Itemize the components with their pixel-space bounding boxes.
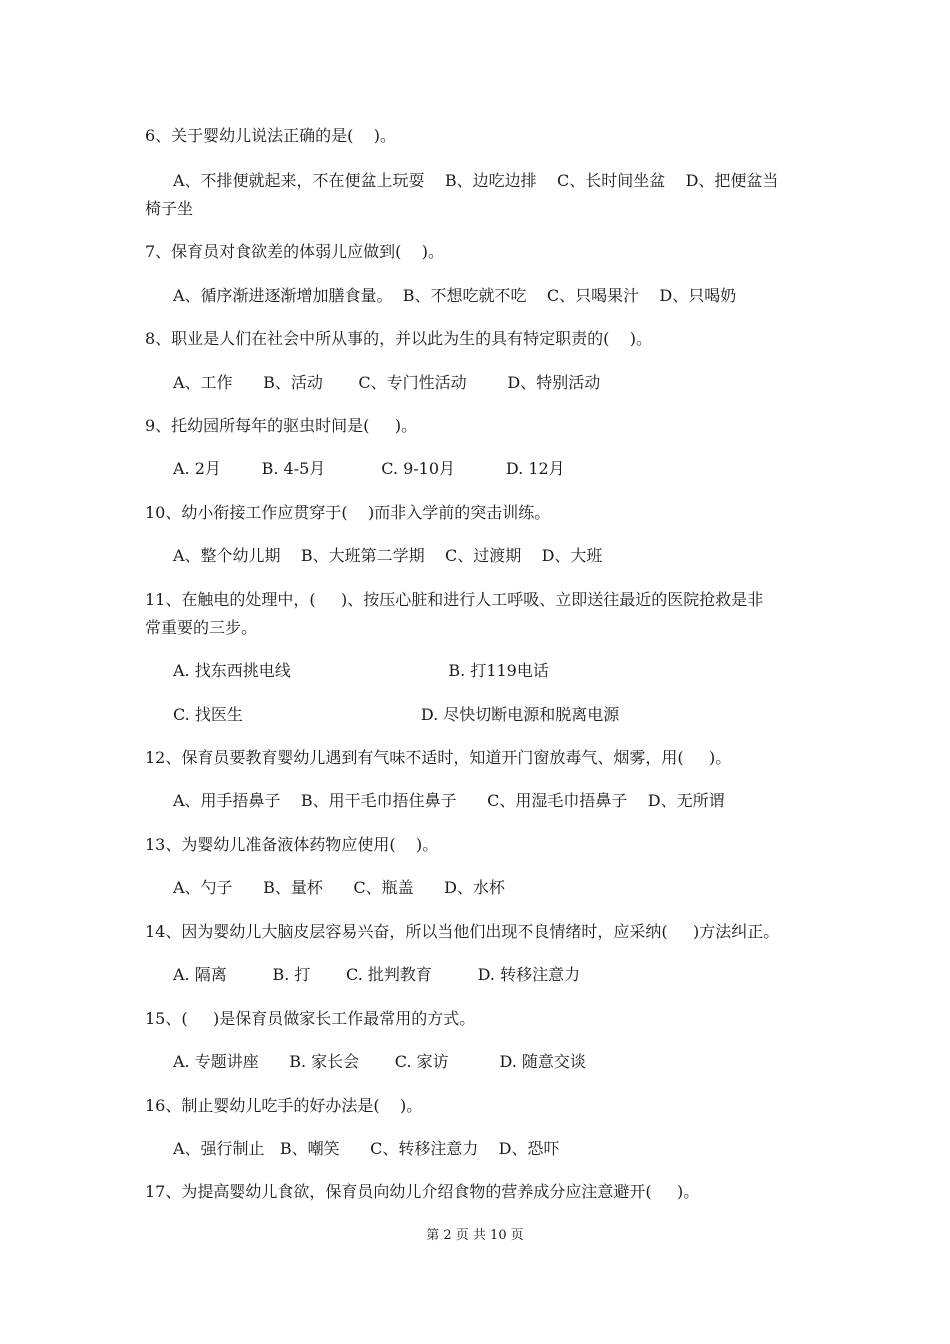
question-14-options: A. 隔离 B. 打 C. 批判教育 D. 转移注意力	[173, 965, 581, 984]
question-6-options: A、不排便就起来，不在便盆上玩耍 B、边吃边排 C、长时间坐盆 D、把便盆当	[173, 171, 779, 190]
question-16-options: A、强行制止 B、嘲笑 C、转移注意力 D、恐吓	[173, 1139, 560, 1158]
question-12-stem: 12、保育员要教育婴幼儿遇到有气味不适时，知道开门窗放毒气、烟雾，用( )。	[145, 748, 732, 767]
question-6-options-continuation: 椅子坐	[145, 199, 194, 218]
question-10-options: A、整个幼儿期 B、大班第二学期 C、过渡期 D、大班	[173, 546, 603, 565]
question-9-options: A. 2月 B. 4-5月 C. 9-10月 D. 12月	[173, 459, 565, 478]
question-8-options: A、工作 B、活动 C、专门性活动 D、特别活动	[173, 373, 601, 392]
question-11-stem: 11、在触电的处理中，( )、按压心脏和进行人工呼吸、立即送往最近的医院抢救是非	[145, 590, 764, 609]
question-7-stem: 7、保育员对食欲差的体弱儿应做到( )。	[145, 242, 445, 261]
question-6-stem: 6、关于婴幼儿说法正确的是( )。	[145, 126, 397, 145]
question-7-options: A、循序渐进逐渐增加膳食量。 B、不想吃就不吃 C、只喝果汁 D、只喝奶	[173, 286, 737, 305]
question-17-stem: 17、为提高婴幼儿食欲，保育员向幼儿介绍食物的营养成分应注意避开( )。	[145, 1182, 700, 1201]
question-14-stem: 14、因为婴幼儿大脑皮层容易兴奋，所以当他们出现不良情绪时，应采纳( )方法纠正。	[145, 922, 780, 941]
question-16-stem: 16、制止婴幼儿吃手的好办法是( )。	[145, 1096, 423, 1115]
question-11-options-ab: A. 找东西挑电线 B. 打119电话	[173, 661, 549, 680]
question-12-options: A、用手捂鼻子 B、用干毛巾捂住鼻子 C、用湿毛巾捂鼻子 D、无所谓	[173, 791, 725, 810]
question-8-stem: 8、职业是人们在社会中所从事的，并以此为生的具有特定职责的( )。	[145, 329, 653, 348]
question-13-options: A、勺子 B、量杯 C、瓶盖 D、水杯	[173, 878, 505, 897]
question-15-stem: 15、( )是保育员做家长工作最常用的方式。	[145, 1009, 476, 1028]
question-13-stem: 13、为婴幼儿准备液体药物应使用( )。	[145, 835, 439, 854]
page-number-footer: 第 2 页 共 10 页	[426, 1228, 524, 1243]
question-11-options-cd: C. 找医生 D. 尽快切断电源和脱离电源	[173, 705, 620, 724]
question-10-stem: 10、幼小衔接工作应贯穿于( )而非入学前的突击训练。	[145, 503, 551, 522]
question-11-stem-continuation: 常重要的三步。	[145, 618, 258, 637]
question-9-stem: 9、托幼园所每年的驱虫时间是( )。	[145, 416, 418, 435]
question-15-options: A. 专题讲座 B. 家长会 C. 家访 D. 随意交谈	[173, 1052, 586, 1071]
